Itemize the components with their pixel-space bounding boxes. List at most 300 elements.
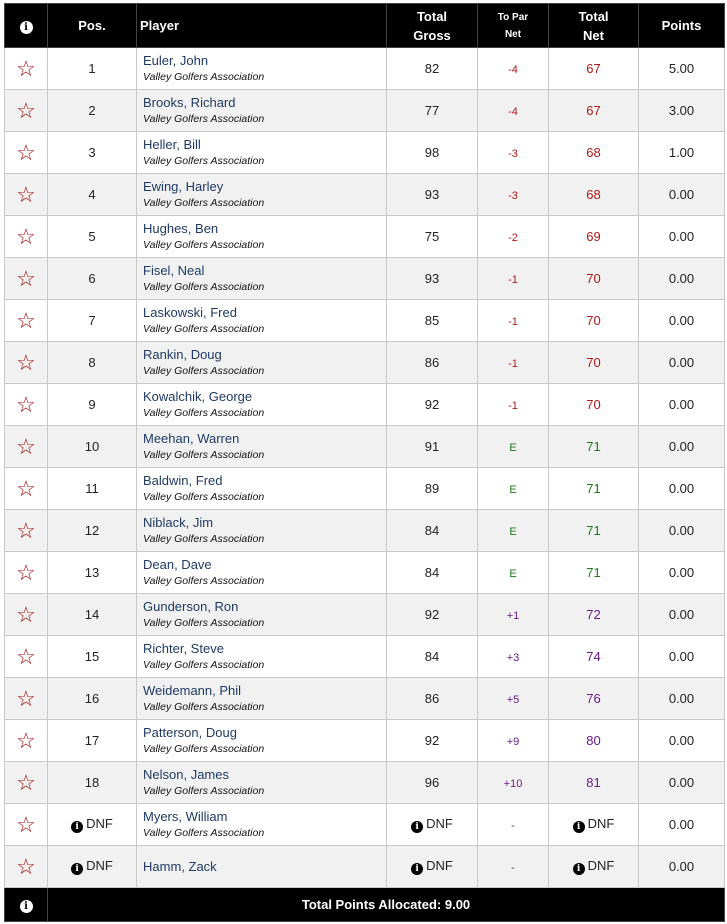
pos-value: 4 xyxy=(88,187,96,202)
pos-cell xyxy=(48,678,137,720)
points-cell xyxy=(639,132,725,174)
player-name-link[interactable]: Niblack, Jim xyxy=(143,514,214,530)
total-net-cell xyxy=(549,300,639,342)
total-net-value: 76 xyxy=(586,691,601,706)
to-par-net-cell xyxy=(478,846,549,888)
to-par-net-value: +9 xyxy=(506,736,520,748)
table-row xyxy=(5,552,725,594)
to-par-net-value: -4 xyxy=(508,64,518,76)
player-cell xyxy=(137,510,387,552)
footer-info-cell[interactable] xyxy=(5,888,48,922)
total-net-cell xyxy=(549,636,639,678)
star-icon[interactable]: ☆ xyxy=(16,265,36,291)
pos-cell xyxy=(48,384,137,426)
points-cell xyxy=(639,762,725,804)
points-cell xyxy=(639,300,725,342)
to-par-net-value: -1 xyxy=(508,316,518,328)
header-points[interactable]: Points xyxy=(639,4,725,48)
total-net-value: 70 xyxy=(586,355,601,370)
pos-cell xyxy=(48,48,137,90)
player-cell xyxy=(137,216,387,258)
table-row xyxy=(5,510,725,552)
header-player[interactable]: Player xyxy=(137,4,387,48)
player-cell xyxy=(137,804,387,846)
total-gross-cell xyxy=(387,300,478,342)
player-club: Valley Golfers Association xyxy=(143,490,265,503)
total-gross-cell xyxy=(387,636,478,678)
info-circle-icon[interactable]: i xyxy=(573,821,585,833)
player-club: Valley Golfers Association xyxy=(143,658,265,671)
points-cell xyxy=(639,384,725,426)
total-gross-cell xyxy=(387,594,478,636)
header-to-par-net[interactable] xyxy=(478,4,549,48)
to-par-net-cell xyxy=(478,720,549,762)
info-circle-icon[interactable]: i xyxy=(573,863,585,875)
pos-cell xyxy=(48,468,137,510)
total-net-value: 67 xyxy=(586,61,601,76)
header-total-gross-line1: Total xyxy=(416,8,448,24)
total-net-value: 71 xyxy=(586,481,601,496)
star-icon[interactable]: ☆ xyxy=(16,181,36,207)
total-gross-value: 92 xyxy=(424,397,440,412)
player-cell xyxy=(137,636,387,678)
total-gross-cell xyxy=(387,216,478,258)
favorite-cell[interactable] xyxy=(5,636,48,678)
total-gross-value: 84 xyxy=(424,523,440,538)
total-gross-cell xyxy=(387,384,478,426)
points-value: 0.00 xyxy=(668,607,695,622)
total-gross-value: 92 xyxy=(424,733,440,748)
points-cell xyxy=(639,216,725,258)
pos-value: 5 xyxy=(88,229,96,244)
favorite-cell[interactable] xyxy=(5,678,48,720)
player-club: Valley Golfers Association xyxy=(143,364,265,377)
points-value: 0.00 xyxy=(668,187,695,202)
total-net-value: 72 xyxy=(586,607,601,622)
player-cell xyxy=(137,174,387,216)
header-total-gross-line2: Gross xyxy=(413,27,451,43)
pos-cell xyxy=(48,510,137,552)
header-total-net-line2: Net xyxy=(583,27,604,43)
points-cell xyxy=(639,510,725,552)
pos-value: 1 xyxy=(88,61,96,76)
pos-value: DNF xyxy=(86,858,113,873)
player-cell xyxy=(137,426,387,468)
player-name-link[interactable]: Euler, John xyxy=(143,52,209,68)
pos-value: 7 xyxy=(88,313,96,328)
points-cell xyxy=(639,468,725,510)
total-net-cell xyxy=(549,174,639,216)
to-par-net-value: E xyxy=(509,568,517,580)
header-total-gross[interactable] xyxy=(387,4,478,48)
total-gross-cell xyxy=(387,132,478,174)
table-row xyxy=(5,48,725,90)
favorite-cell[interactable] xyxy=(5,258,48,300)
pos-value: 17 xyxy=(84,733,100,748)
to-par-net-value: -3 xyxy=(508,190,518,202)
points-value: 5.00 xyxy=(668,61,695,76)
player-cell xyxy=(137,846,387,888)
player-cell xyxy=(137,552,387,594)
player-club: Valley Golfers Association xyxy=(143,196,265,209)
player-club: Valley Golfers Association xyxy=(143,574,265,587)
to-par-net-cell xyxy=(478,594,549,636)
points-cell xyxy=(639,552,725,594)
points-value: 0.00 xyxy=(668,481,695,496)
total-net-cell xyxy=(549,720,639,762)
pos-cell xyxy=(48,426,137,468)
favorite-cell[interactable] xyxy=(5,174,48,216)
table-row xyxy=(5,216,725,258)
player-name-link[interactable]: Hamm, Zack xyxy=(143,858,217,874)
pos-value: 12 xyxy=(84,523,100,538)
star-icon[interactable]: ☆ xyxy=(16,685,36,711)
total-net-cell xyxy=(549,678,639,720)
points-value: 0.00 xyxy=(668,271,695,286)
pos-cell xyxy=(48,762,137,804)
table-row xyxy=(5,594,725,636)
favorite-cell[interactable] xyxy=(5,510,48,552)
points-cell xyxy=(639,48,725,90)
points-value: 3.00 xyxy=(668,103,695,118)
to-par-net-value: -2 xyxy=(508,232,518,244)
total-net-cell xyxy=(549,90,639,132)
player-name-link[interactable]: Nelson, James xyxy=(143,766,229,782)
points-value: 0.00 xyxy=(668,565,695,580)
star-icon[interactable]: ☆ xyxy=(16,769,36,795)
pos-cell xyxy=(48,216,137,258)
points-value: 0.00 xyxy=(668,439,695,454)
pos-cell xyxy=(48,90,137,132)
to-par-net-value: -4 xyxy=(508,106,518,118)
player-club: Valley Golfers Association xyxy=(143,280,265,293)
pos-cell xyxy=(48,552,137,594)
player-name-link[interactable]: Myers, William xyxy=(143,808,228,824)
pos-value: DNF xyxy=(86,816,113,831)
to-par-net-cell xyxy=(478,762,549,804)
pos-cell xyxy=(48,804,137,846)
points-cell xyxy=(639,90,725,132)
player-name-link[interactable]: Patterson, Doug xyxy=(143,724,237,740)
to-par-net-value: - xyxy=(511,820,515,832)
player-cell xyxy=(137,132,387,174)
total-net-cell xyxy=(549,594,639,636)
total-net-value: 70 xyxy=(586,397,601,412)
pos-cell xyxy=(48,258,137,300)
pos-value: 13 xyxy=(84,565,100,580)
total-net-value: 69 xyxy=(586,229,601,244)
favorite-cell[interactable] xyxy=(5,384,48,426)
points-value: 0.00 xyxy=(668,775,695,790)
star-icon[interactable]: ☆ xyxy=(16,517,36,543)
to-par-net-value: -3 xyxy=(508,148,518,160)
favorite-cell[interactable] xyxy=(5,300,48,342)
points-cell xyxy=(639,174,725,216)
total-net-value: 68 xyxy=(586,145,601,160)
favorite-cell[interactable] xyxy=(5,846,48,888)
total-net-value: 70 xyxy=(586,271,601,286)
total-gross-value: 96 xyxy=(424,775,440,790)
player-cell xyxy=(137,678,387,720)
header-to-par-net-line2: Net xyxy=(504,28,522,40)
player-club: Valley Golfers Association xyxy=(143,238,265,251)
header-total-net-line1: Total xyxy=(578,8,609,24)
total-gross-cell xyxy=(387,846,478,888)
points-value: 0.00 xyxy=(668,691,695,706)
pos-value: 9 xyxy=(88,397,96,412)
star-icon[interactable]: ☆ xyxy=(16,97,36,123)
total-net-value: DNF xyxy=(587,816,615,831)
favorite-cell[interactable] xyxy=(5,342,48,384)
total-gross-value: 93 xyxy=(424,271,440,286)
info-circle-icon[interactable]: i xyxy=(20,21,33,34)
points-value: 0.00 xyxy=(668,355,695,370)
favorite-cell[interactable] xyxy=(5,90,48,132)
player-name-link[interactable]: Laskowski, Fred xyxy=(143,304,237,320)
favorite-cell[interactable] xyxy=(5,594,48,636)
total-net-value: 71 xyxy=(586,523,601,538)
to-par-net-cell xyxy=(478,132,549,174)
info-circle-icon[interactable]: i xyxy=(71,863,83,875)
total-gross-cell xyxy=(387,510,478,552)
points-cell xyxy=(639,342,725,384)
total-gross-cell xyxy=(387,552,478,594)
to-par-net-cell xyxy=(478,90,549,132)
to-par-net-value: +3 xyxy=(506,652,520,664)
total-gross-value: 86 xyxy=(424,691,440,706)
favorite-cell[interactable] xyxy=(5,216,48,258)
player-name-link[interactable]: Brooks, Richard xyxy=(143,94,236,110)
total-gross-value: 77 xyxy=(424,103,440,118)
pos-cell xyxy=(48,594,137,636)
pos-value: 15 xyxy=(84,649,100,664)
to-par-net-cell xyxy=(478,426,549,468)
total-gross-cell xyxy=(387,720,478,762)
to-par-net-cell xyxy=(478,510,549,552)
total-gross-value: DNF xyxy=(426,816,453,831)
pos-cell xyxy=(48,174,137,216)
favorite-cell[interactable] xyxy=(5,132,48,174)
star-icon[interactable]: ☆ xyxy=(16,223,36,249)
to-par-net-cell xyxy=(478,804,549,846)
star-icon[interactable]: ☆ xyxy=(16,307,36,333)
pos-value: 16 xyxy=(84,691,100,706)
to-par-net-cell xyxy=(478,468,549,510)
player-club: Valley Golfers Association xyxy=(143,448,265,461)
star-icon[interactable]: ☆ xyxy=(16,55,36,81)
pos-value: 14 xyxy=(84,607,100,622)
total-gross-value: 91 xyxy=(424,439,440,454)
to-par-net-value: E xyxy=(509,484,517,496)
to-par-net-value: -1 xyxy=(508,358,518,370)
player-club: Valley Golfers Association xyxy=(143,112,265,125)
to-par-net-value: +5 xyxy=(506,694,520,706)
favorite-cell[interactable] xyxy=(5,804,48,846)
to-par-net-value: E xyxy=(509,442,517,454)
star-icon[interactable]: ☆ xyxy=(16,601,36,627)
total-net-value: 74 xyxy=(586,649,601,664)
player-name-link[interactable]: Dean, Dave xyxy=(143,556,212,572)
points-cell xyxy=(639,846,725,888)
pos-cell xyxy=(48,342,137,384)
pos-value: 8 xyxy=(88,355,96,370)
star-icon[interactable]: ☆ xyxy=(16,349,36,375)
to-par-net-cell xyxy=(478,384,549,426)
player-name-link[interactable]: Heller, Bill xyxy=(143,136,201,152)
star-icon[interactable]: ☆ xyxy=(16,475,36,501)
total-gross-cell xyxy=(387,342,478,384)
to-par-net-value: +10 xyxy=(503,778,523,790)
player-cell xyxy=(137,468,387,510)
total-gross-cell xyxy=(387,174,478,216)
total-gross-value: 92 xyxy=(424,607,440,622)
favorite-cell[interactable] xyxy=(5,762,48,804)
to-par-net-value: -1 xyxy=(508,400,518,412)
pos-cell xyxy=(48,132,137,174)
to-par-net-cell xyxy=(478,216,549,258)
player-cell xyxy=(137,762,387,804)
player-name-link[interactable]: Ewing, Harley xyxy=(143,178,224,194)
player-name-link[interactable]: Fisel, Neal xyxy=(143,262,205,278)
points-value: 0.00 xyxy=(668,733,695,748)
player-club: Valley Golfers Association xyxy=(143,742,265,755)
total-net-value: 71 xyxy=(586,565,601,580)
player-name-link[interactable]: Hughes, Ben xyxy=(143,220,219,236)
favorite-cell[interactable] xyxy=(5,426,48,468)
pos-cell xyxy=(48,636,137,678)
star-icon[interactable]: ☆ xyxy=(16,433,36,459)
to-par-net-cell xyxy=(478,258,549,300)
player-cell xyxy=(137,300,387,342)
leaderboard-body xyxy=(5,48,725,888)
total-gross-value: 75 xyxy=(424,229,440,244)
total-gross-cell xyxy=(387,468,478,510)
header-info-cell[interactable] xyxy=(5,4,48,48)
to-par-net-value: - xyxy=(511,862,515,874)
total-net-value: 71 xyxy=(586,439,601,454)
total-net-cell xyxy=(549,762,639,804)
to-par-net-cell xyxy=(478,342,549,384)
player-cell xyxy=(137,258,387,300)
total-net-cell xyxy=(549,48,639,90)
pos-value: 2 xyxy=(88,103,96,118)
total-gross-value: 86 xyxy=(424,355,440,370)
pos-cell xyxy=(48,300,137,342)
header-total-net[interactable] xyxy=(549,4,639,48)
star-icon[interactable]: ☆ xyxy=(16,727,36,753)
player-name-link[interactable]: Rankin, Doug xyxy=(143,346,222,362)
player-name-link[interactable]: Weidemann, Phil xyxy=(143,682,242,698)
points-value: 0.00 xyxy=(668,229,695,244)
favorite-cell[interactable] xyxy=(5,720,48,762)
total-gross-cell xyxy=(387,48,478,90)
table-row xyxy=(5,258,725,300)
total-gross-value: 84 xyxy=(424,649,440,664)
total-net-cell xyxy=(549,426,639,468)
header-pos[interactable]: Pos. xyxy=(48,4,137,48)
table-row xyxy=(5,636,725,678)
favorite-cell[interactable] xyxy=(5,468,48,510)
points-value: 0.00 xyxy=(668,397,695,412)
player-club: Valley Golfers Association xyxy=(143,700,265,713)
leaderboard-table xyxy=(4,3,725,922)
star-icon[interactable]: ☆ xyxy=(16,139,36,165)
table-row xyxy=(5,762,725,804)
total-net-cell xyxy=(549,132,639,174)
total-net-cell xyxy=(549,804,639,846)
total-net-value: 80 xyxy=(586,733,601,748)
total-gross-value: 82 xyxy=(424,61,440,76)
star-icon[interactable]: ☆ xyxy=(16,811,36,837)
header-to-par-net-line1: To Par xyxy=(497,11,529,23)
player-club: Valley Golfers Association xyxy=(143,784,265,797)
points-cell xyxy=(639,720,725,762)
favorite-cell[interactable] xyxy=(5,48,48,90)
total-net-cell xyxy=(549,552,639,594)
player-cell xyxy=(137,594,387,636)
star-icon[interactable]: ☆ xyxy=(16,559,36,585)
table-row xyxy=(5,300,725,342)
star-icon[interactable]: ☆ xyxy=(16,643,36,669)
points-value: 0.00 xyxy=(668,313,695,328)
total-net-cell xyxy=(549,846,639,888)
pos-value: 18 xyxy=(84,775,100,790)
player-name-link[interactable]: Baldwin, Fred xyxy=(143,472,223,488)
info-circle-icon[interactable]: i xyxy=(71,821,83,833)
favorite-cell[interactable] xyxy=(5,552,48,594)
leaderboard-footer xyxy=(5,888,725,922)
info-circle-icon[interactable]: i xyxy=(411,821,423,833)
leaderboard-header xyxy=(5,4,725,48)
player-name-link[interactable]: Richter, Steve xyxy=(143,640,224,656)
total-net-value: 67 xyxy=(586,103,601,118)
to-par-net-value: +1 xyxy=(506,610,520,622)
table-row xyxy=(5,678,725,720)
total-gross-cell xyxy=(387,258,478,300)
points-value: 0.00 xyxy=(668,649,695,664)
table-row xyxy=(5,804,725,846)
player-name-link[interactable]: Gunderson, Ron xyxy=(143,598,239,614)
star-icon[interactable]: ☆ xyxy=(16,391,36,417)
pos-cell xyxy=(48,846,137,888)
star-icon[interactable]: ☆ xyxy=(16,853,36,879)
points-cell xyxy=(639,594,725,636)
table-row xyxy=(5,384,725,426)
to-par-net-cell xyxy=(478,174,549,216)
total-gross-cell xyxy=(387,678,478,720)
to-par-net-cell xyxy=(478,552,549,594)
player-cell xyxy=(137,48,387,90)
player-club: Valley Golfers Association xyxy=(143,70,265,83)
pos-cell xyxy=(48,720,137,762)
player-club: Valley Golfers Association xyxy=(143,616,265,629)
table-row xyxy=(5,342,725,384)
to-par-net-cell xyxy=(478,636,549,678)
player-name-link[interactable]: Kowalchik, George xyxy=(143,388,253,404)
table-row xyxy=(5,132,725,174)
total-gross-value: 93 xyxy=(424,187,440,202)
info-circle-icon[interactable]: i xyxy=(20,900,33,913)
player-cell xyxy=(137,342,387,384)
table-row xyxy=(5,174,725,216)
player-name-link[interactable]: Meehan, Warren xyxy=(143,430,240,446)
pos-value: 10 xyxy=(84,439,100,454)
pos-value: 6 xyxy=(88,271,96,286)
player-club: Valley Golfers Association xyxy=(143,532,265,545)
info-circle-icon[interactable]: i xyxy=(411,863,423,875)
total-gross-cell xyxy=(387,804,478,846)
points-cell xyxy=(639,636,725,678)
